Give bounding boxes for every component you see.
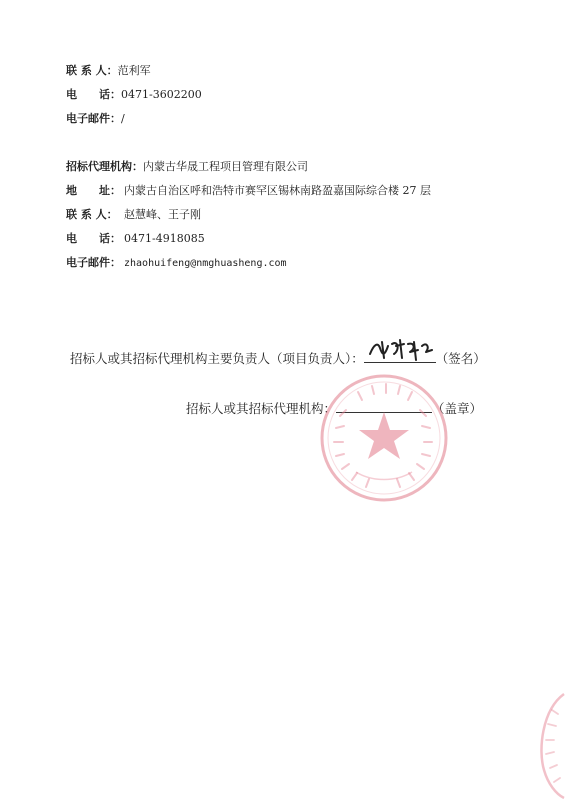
org-seal-suffix: （盖章）	[432, 401, 483, 416]
owner-phone-value: 0471-3602200	[121, 88, 202, 101]
agency-name-label: 招标代理机构：	[66, 160, 143, 173]
owner-contact-row	[66, 64, 151, 78]
agency-phone-value: 0471-4918085	[124, 232, 205, 245]
agency-email-row	[66, 256, 287, 271]
agency-phone-label: 电 话：	[66, 232, 121, 245]
agency-contact-row	[66, 208, 201, 222]
owner-email-row	[66, 112, 125, 126]
agency-email-value: zhaohuifeng@nmghuasheng.com	[124, 258, 287, 269]
agency-address-label: 地 址：	[66, 184, 121, 197]
owner-email-value: /	[121, 112, 125, 125]
agency-name-row	[66, 160, 308, 174]
edge-seal-stamp	[528, 690, 566, 800]
agency-contact-value: 赵慧峰、王子刚	[124, 208, 201, 221]
owner-contact-label: 联 系 人：	[66, 64, 118, 77]
agency-phone-row	[66, 232, 205, 246]
owner-email-label: 电子邮件：	[66, 112, 121, 125]
handwritten-signature-image	[364, 336, 436, 362]
owner-phone-row	[66, 88, 202, 102]
leader-signature-suffix: （签名）	[435, 351, 486, 366]
leader-signature-line	[364, 348, 436, 363]
leader-signature-label: 招标人或其招标代理机构主要负责人（项目负责人）：	[70, 351, 364, 366]
agency-contact-label: 联 系 人：	[66, 208, 118, 221]
agency-name-value: 内蒙古华晟工程项目管理有限公司	[143, 160, 308, 173]
owner-phone-label: 电 话：	[66, 88, 121, 101]
agency-address-row	[66, 184, 431, 198]
agency-address-value: 内蒙古自治区呼和浩特市赛罕区锡林南路盈嘉国际综合楼 27 层	[124, 184, 431, 197]
org-seal-label: 招标人或其招标代理机构：	[186, 401, 337, 416]
leader-signature-row	[70, 348, 486, 367]
owner-contact-value: 范利军	[117, 64, 151, 77]
agency-email-label: 电子邮件：	[66, 256, 121, 269]
official-seal-stamp	[318, 372, 450, 504]
